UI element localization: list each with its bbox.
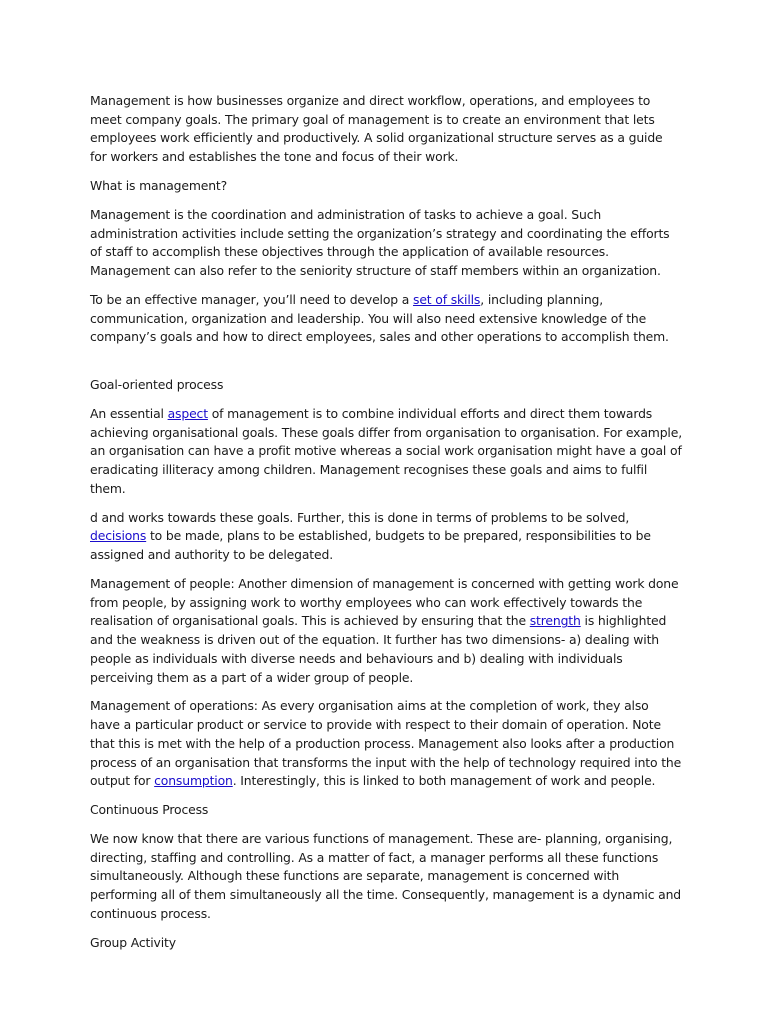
paragraph-text: Management of people: Another dimension of management is concerned with getting work done from people, by assigning work to worthy employees who can work effectively towards the realisation of organisational goals. This is achieved by ensuring that the	[90, 576, 679, 629]
heading-group-activity: Group Activity	[90, 934, 176, 950]
heading-goal-oriented-process: Goal-oriented process	[90, 377, 224, 393]
skills-paragraph	[90, 291, 682, 347]
document-page	[90, 92, 682, 963]
paragraph-text: , including planning, communication, organization and leadership. You will also need extensive knowledge of the company’s goals and how to direct employees, sales and other operations to accomplish them.	[90, 291, 669, 345]
definition-paragraph: Management is the coordination and administration of tasks to achieve a goal. Such administration activities include setting the organization’s strategy and coordinating the efforts of staff to accomplish these objectives through the application of available resources. Management can also refer to the seniority structure of staff members within an organization.	[90, 206, 670, 278]
functions-paragraph: We now know that there are various functions of management. These are- planning, organising, directing, staffing and controlling. As a matter of fact, a manager performs all these functions simultaneously. Although these functions are separate, management is concerned with performing all of them simultaneously all the time. Consequently, management is a dynamic and continuous process.	[90, 831, 682, 921]
set-of-skills-link[interactable]: set of skills	[413, 291, 481, 307]
paragraph-text: Management of operations: As every organisation aims at the completion of work, they also have a particular product or service to provide with respect to their domain of operation. Note that this is met with the help of a production process. Management also looks after a production process of an organisation that transforms the input with the help of technology required into the output for	[90, 698, 682, 789]
decisions-link[interactable]: decisions	[90, 528, 147, 544]
decisions-paragraph	[90, 509, 682, 565]
strength-link[interactable]: strength	[529, 613, 581, 629]
paragraph-text: of management is to combine individual efforts and direct them towards achieving organisational goals. These goals differ from organisation to organisation. For example, an organisation can have a profit motive whereas a social work organisation might have a goal of eradicating illiteracy among children. Management recognises these goals and aims to fulfil them.	[90, 406, 682, 496]
aspect-link[interactable]: aspect	[167, 406, 208, 422]
paragraph-text: d and works towards these goals. Further, this is done in terms of problems to be solved,	[90, 509, 630, 525]
paragraph-text: An essential	[90, 406, 168, 422]
intro-paragraph: Management is how businesses organize and direct workflow, operations, and employees to meet company goals. The primary goal of management is to create an environment that lets employees work efficiently and productively. A solid organizational structure serves as a guide for workers and establishes the tone and focus of their work.	[90, 93, 663, 165]
heading-what-is-management: What is management?	[90, 178, 228, 193]
paragraph-text: is highlighted and the weakness is driven out of the equation. It further has two dimensions- a) dealing with people as individuals with diverse needs and behaviours and b) dealing with individuals perceiving them as a part of a wider group of people.	[90, 613, 667, 685]
aspect-paragraph	[90, 405, 682, 499]
paragraph-text: . Interestingly, this is linked to both management of work and people.	[232, 773, 656, 789]
management-of-people-paragraph	[90, 575, 682, 687]
paragraph-text: To be an effective manager, you’ll need to develop a	[90, 291, 414, 307]
blank-line	[90, 357, 682, 376]
paragraph-text: to be made, plans to be established, budgets to be prepared, responsibilities to be assigned and authority to be delegated.	[90, 528, 651, 563]
management-of-operations-paragraph	[90, 697, 682, 791]
heading-continuous-process: Continuous Process	[90, 802, 209, 818]
consumption-link[interactable]: consumption	[154, 773, 233, 789]
